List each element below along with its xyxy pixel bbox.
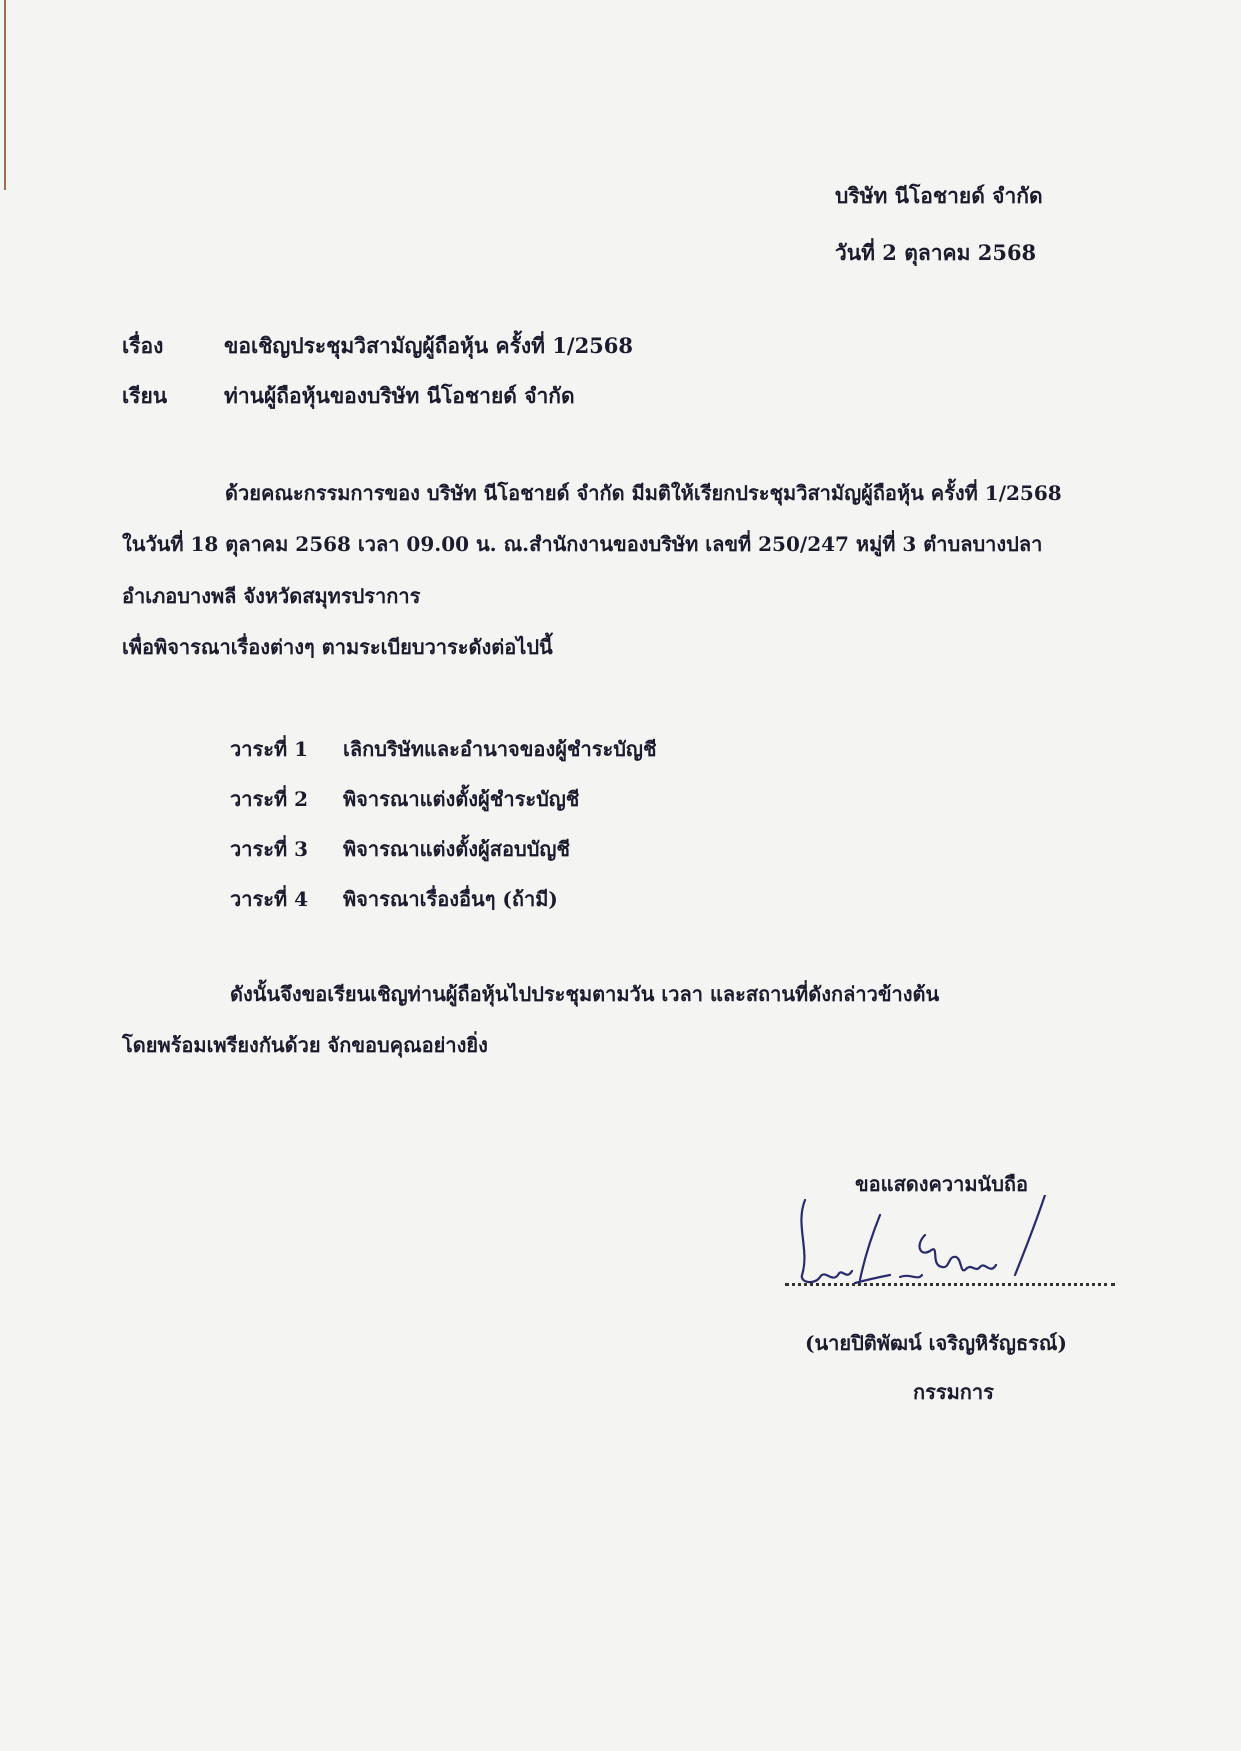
body-line-1: ด้วยคณะกรรมการของ บริษัท นีโอชายด์ จำกัด มีมติให้เรียกประชุมวิสามัญผู้ถือหุ้น ครั้งที่ 1/2568	[225, 481, 1062, 505]
agenda-item	[230, 833, 657, 883]
agenda-text: พิจารณาเรื่องอื่นๆ (ถ้ามี)	[343, 887, 558, 911]
paper-edge-mark	[4, 0, 6, 190]
body-line-4: เพื่อพิจารณาเรื่องต่างๆ ตามระเบียบวาระดังต่อไปนี้	[122, 635, 553, 659]
complimentary-close: ขอแสดงความนับถือ	[855, 1172, 1029, 1196]
company-name: บริษัท นีโอชายด์ จำกัด	[835, 183, 1043, 208]
agenda-text: เลิกบริษัทและอำนาจของผู้ชำระบัญชี	[343, 737, 657, 761]
recipient-row	[122, 380, 575, 413]
agenda-item	[230, 733, 657, 783]
letter-header	[835, 180, 1043, 294]
body-line-2: ในวันที่ 18 ตุลาคม 2568 เวลา 09.00 น. ณ.สำนักงานของบริษัท เลขที่ 250/247 หมู่ที่ 3 ตำบลบางปลา	[122, 532, 1043, 556]
agenda-list	[230, 733, 657, 933]
closing-line-1: ดังนั้นจึงขอเรียนเชิญท่านผู้ถือหุ้นไปประชุมตามวัน เวลา และสถานที่ดังกล่าวข้างต้น	[230, 982, 940, 1006]
agenda-text: พิจารณาแต่งตั้งผู้ชำระบัญชี	[343, 787, 580, 811]
subject-row	[122, 330, 633, 363]
body-line-3: อำเภอบางพลี จังหวัดสมุทรปราการ	[122, 584, 421, 608]
signer-position: กรรมการ	[913, 1380, 994, 1404]
agenda-number: วาระที่ 4	[230, 887, 309, 911]
signer-name: (นายปิติพัฒน์ เจริญหิรัญธรณ์)	[805, 1331, 1067, 1355]
subject-label: เรื่อง	[122, 333, 164, 358]
handwritten-signature	[780, 1195, 1120, 1305]
agenda-item	[230, 783, 657, 833]
agenda-number: วาระที่ 3	[230, 837, 309, 861]
signature-line	[785, 1283, 1115, 1286]
agenda-number: วาระที่ 2	[230, 787, 309, 811]
recipient-label: เรียน	[122, 383, 168, 408]
letter-date: วันที่ 2 ตุลาคม 2568	[835, 240, 1037, 265]
recipient-text: ท่านผู้ถือหุ้นของบริษัท นีโอชายด์ จำกัด	[224, 383, 575, 408]
agenda-text: พิจารณาแต่งตั้งผู้สอบบัญชี	[343, 837, 571, 861]
agenda-number: วาระที่ 1	[230, 737, 309, 761]
closing-line-2: โดยพร้อมเพรียงกันด้วย จักขอบคุณอย่างยิ่ง	[122, 1033, 488, 1057]
agenda-item	[230, 883, 657, 933]
subject-text: ขอเชิญประชุมวิสามัญผู้ถือหุ้น ครั้งที่ 1/2568	[224, 333, 634, 358]
